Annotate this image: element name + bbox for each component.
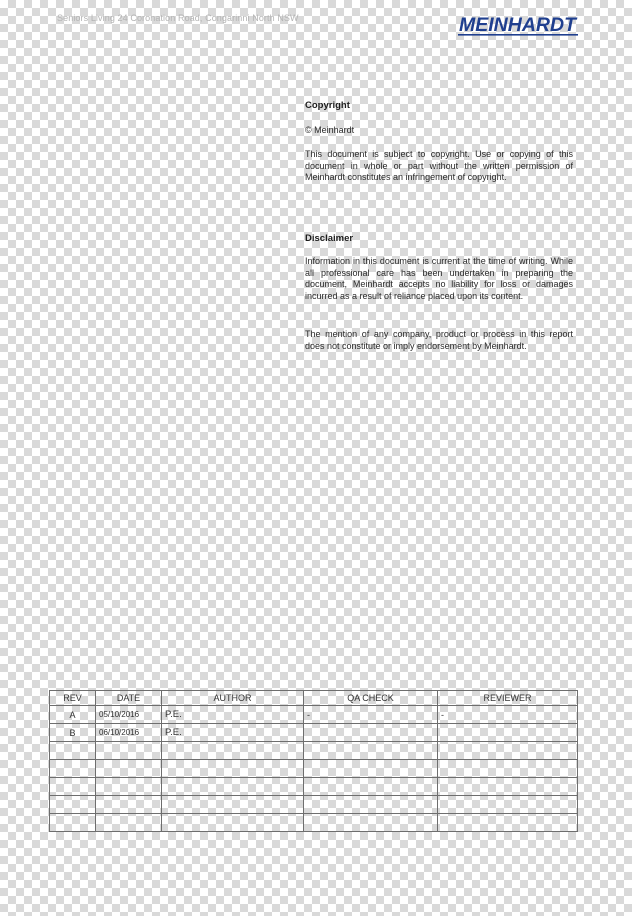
copyright-body: This document is subject to copyright. Use or copying of this document in whole or part without the written permission of Meinhardt constitutes an infringement of copyright. [305,149,573,182]
cell-author [162,760,304,778]
header-rev: REV [50,691,96,706]
cell-reviewer [438,724,578,742]
table-row [50,742,578,760]
table-row [50,814,578,832]
cell-reviewer [438,760,578,778]
cell-date [96,814,162,832]
cell-reviewer: - [438,706,578,724]
header-reviewer: REVIEWER [438,691,578,706]
cell-author [162,778,304,796]
project-title: Seniors Living 24 Coronation Road, Congarinni North NSW [57,13,299,23]
cell-author: P.E. [162,706,304,724]
cell-qa-check [304,814,438,832]
cell-author [162,742,304,760]
cell-qa-check [304,778,438,796]
cell-date [96,742,162,760]
cell-qa-check [304,742,438,760]
cell-reviewer [438,796,578,814]
cell-date: 05/10/2016 [96,706,162,724]
cell-rev: B [50,724,96,742]
header-date: DATE [96,691,162,706]
cell-rev [50,760,96,778]
cell-rev [50,742,96,760]
cell-date [96,796,162,814]
cell-date [96,778,162,796]
cell-reviewer [438,814,578,832]
cell-rev [50,814,96,832]
disclaimer-heading: Disclaimer [305,233,354,244]
copyright-heading: Copyright [305,100,350,111]
cell-qa-check [304,724,438,742]
cell-rev [50,796,96,814]
table-row [50,760,578,778]
header-author: AUTHOR [162,691,304,706]
cell-author: P.E. [162,724,304,742]
revision-table [49,690,578,832]
table-row [50,796,578,814]
cell-rev: A [50,706,96,724]
header-qa-check: QA CHECK [304,691,438,706]
table-row [50,706,578,724]
cell-reviewer [438,742,578,760]
table-row [50,778,578,796]
meinhardt-logo [458,12,578,40]
cell-author [162,796,304,814]
cell-qa-check [304,796,438,814]
revision-table-header [50,691,578,706]
logo-text: MEINHARDT [459,15,578,36]
disclaimer-body: Information in this document is current at the time of writing. While all professional care has been undertaken in preparing the document, Meinhardt accepts no liability for loss or damages incurred as a result of reliance placed upon its content. [305,256,573,301]
cell-date [96,760,162,778]
disclaimer-endorsement-note: The mention of any company, product or process in this report does not constitute or imply endorsement by Meinhardt. [305,329,573,351]
cell-rev [50,778,96,796]
copyright-notice: © Meinhardt [305,125,355,135]
table-row [50,724,578,742]
cell-date: 06/10/2016 [96,724,162,742]
cell-author [162,814,304,832]
cell-qa-check: - [304,706,438,724]
cell-reviewer [438,778,578,796]
cell-qa-check [304,760,438,778]
